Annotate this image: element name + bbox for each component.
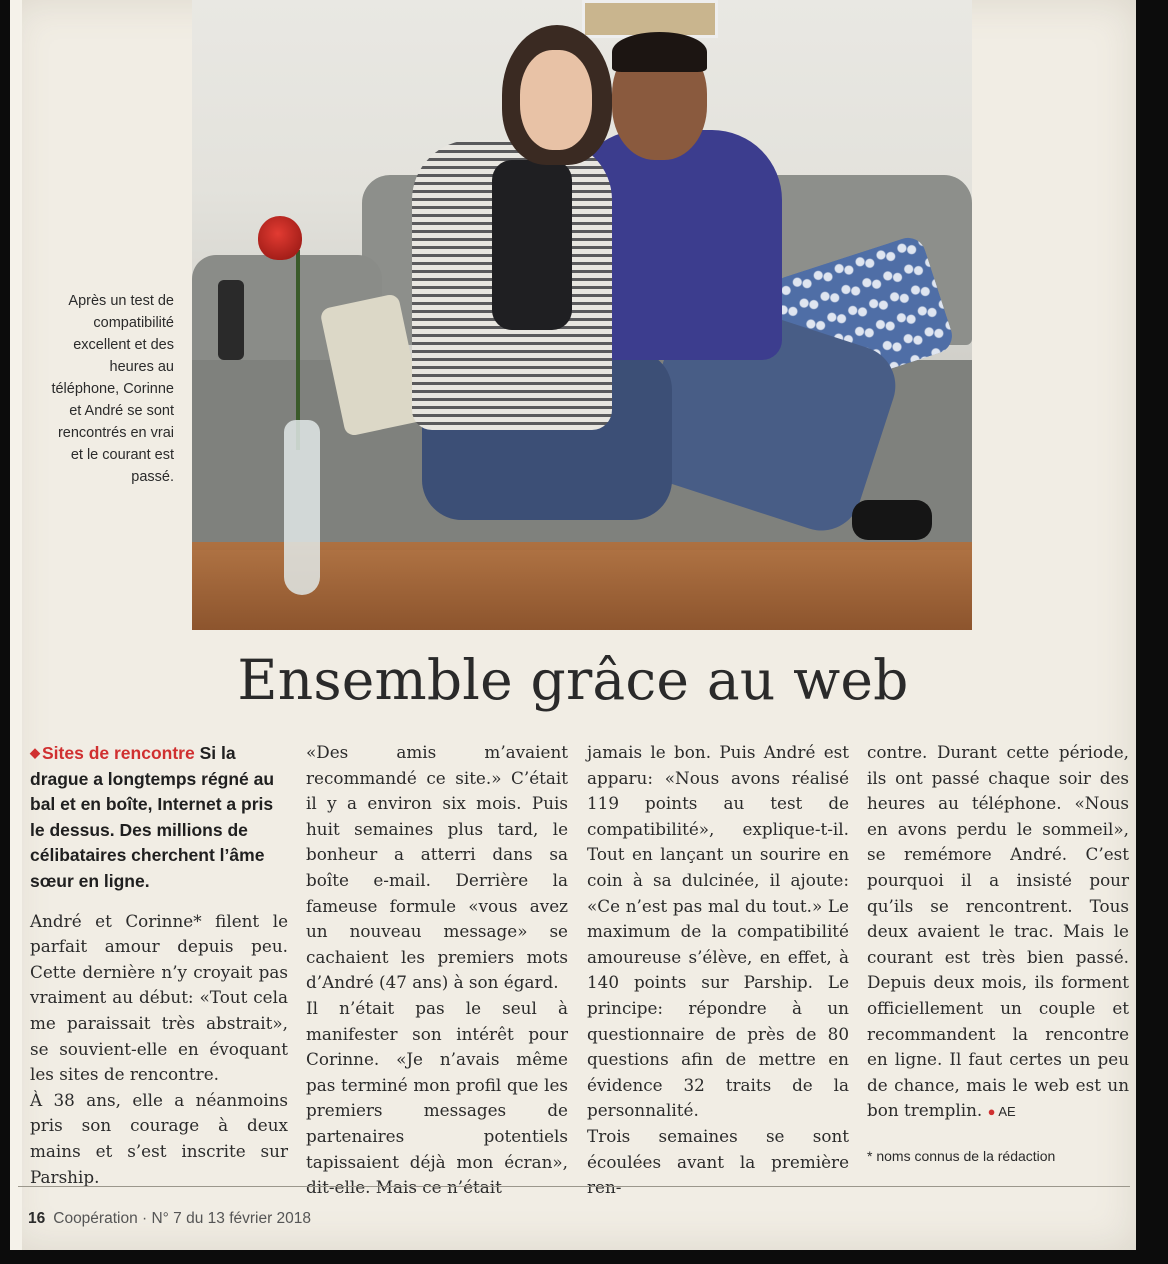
signature-initials: AE [998, 1104, 1016, 1120]
shoe [852, 500, 932, 540]
body-paragraph: «Des amis m’avaient recommandé ce site.» C’était il y a environ six mois. Puis huit semaines plus tard, le bonheur a atterri dans sa boîte e-mail. Derrière la fameuse formule «vous avez un nouveau message» se cachaient les premiers mots d’André (47 ans) à son égard. [306, 742, 568, 993]
body-text: contre. Durant cette période, ils ont passé chaque soir des heures au téléphone. «Nous en avons perdu le sommeil», se remémore André. C’est pourquoi il a insisté pour qu’ils se rencontrent. Tous deux avaient le trac. Mais le courant est très bien passé. Depuis deux mois, ils forment officiellement un couple et recommandent la rencontre en ligne. Il faut certes un peu de chance, mais le web est un bon tremplin. [867, 742, 1129, 1121]
body-paragraph [867, 740, 1129, 1125]
lead-kicker: Sites de rencontre [42, 743, 195, 763]
couple-photo [192, 0, 972, 630]
page-number: 16 [28, 1210, 46, 1227]
lead-paragraph [30, 740, 288, 895]
glass-vase [284, 420, 320, 595]
headline: Ensemble grâce au web [237, 648, 909, 712]
editor-note: * noms connus de la rédaction [867, 1148, 1056, 1164]
article-column-1 [30, 740, 288, 1190]
man-hair [612, 32, 707, 72]
page-footer [28, 1210, 311, 1228]
rose-flower [258, 216, 302, 260]
paper-edge [10, 0, 22, 1250]
woman-top [492, 160, 572, 330]
body-paragraph: Il n’était pas le seul à manifester son intérêt pour Corinne. «Je n’avais même pas terminé mon profil que les premiers messages de partenaires potentiels tapissaient déjà mon écran», dit-elle. Mais ce n’était [306, 997, 568, 1198]
publication-info: Coopération · N° 7 du 13 février 2018 [53, 1210, 312, 1227]
article-column-2 [306, 740, 568, 1201]
signature-dot-icon: ● [987, 1104, 996, 1120]
diamond-bullet-icon: ◆ [30, 745, 40, 760]
telephone [218, 280, 244, 360]
article-column-3 [587, 740, 849, 1201]
body-paragraph: André et Corinne* filent le parfait amour depuis peu. Cette dernière n’y croyait pas vraiment au début: «Tout cela me paraissait très abstrait», se souvient-elle en évoquant les sites de rencontre. [30, 910, 288, 1085]
lead-text: Si la drague a longtemps régné au bal et en boîte, Internet a pris le dessus. Des millions de célibataires cherchent l’âme sœur en ligne. [30, 743, 275, 891]
photo-caption: Après un test de compatibilité excellent et des heures au téléphone, Corinne et André se sont rencontrés en vrai et le courant est passé. [51, 293, 174, 485]
body-paragraph: jamais le bon. Puis André est apparu: «Nous avons réalisé 119 points au test de compatibilité», explique-t-il. Tout en lançant un sourire en coin à sa dulcinée, il ajoute: «Ce n’est pas mal du tout.» Le maximum de la compatibilité amoureuse s’élève, en effet, à 140 points sur Parship. Le principe: répondre à un questionnaire de près de 80 questions afin de mettre en évidence 32 traits de la personnalité. [587, 742, 849, 1121]
author-signature [988, 1104, 1016, 1119]
article-column-4 [867, 740, 1129, 1125]
footer-divider [18, 1186, 1130, 1187]
body-paragraph: Trois semaines se sont écoulées avant la première ren- [587, 1125, 849, 1198]
newspaper-clipping [10, 0, 1136, 1250]
woman-face [520, 50, 592, 150]
body-paragraph: À 38 ans, elle a néanmoins pris son courage à deux mains et s’est inscrite sur Parship. [30, 1089, 288, 1187]
